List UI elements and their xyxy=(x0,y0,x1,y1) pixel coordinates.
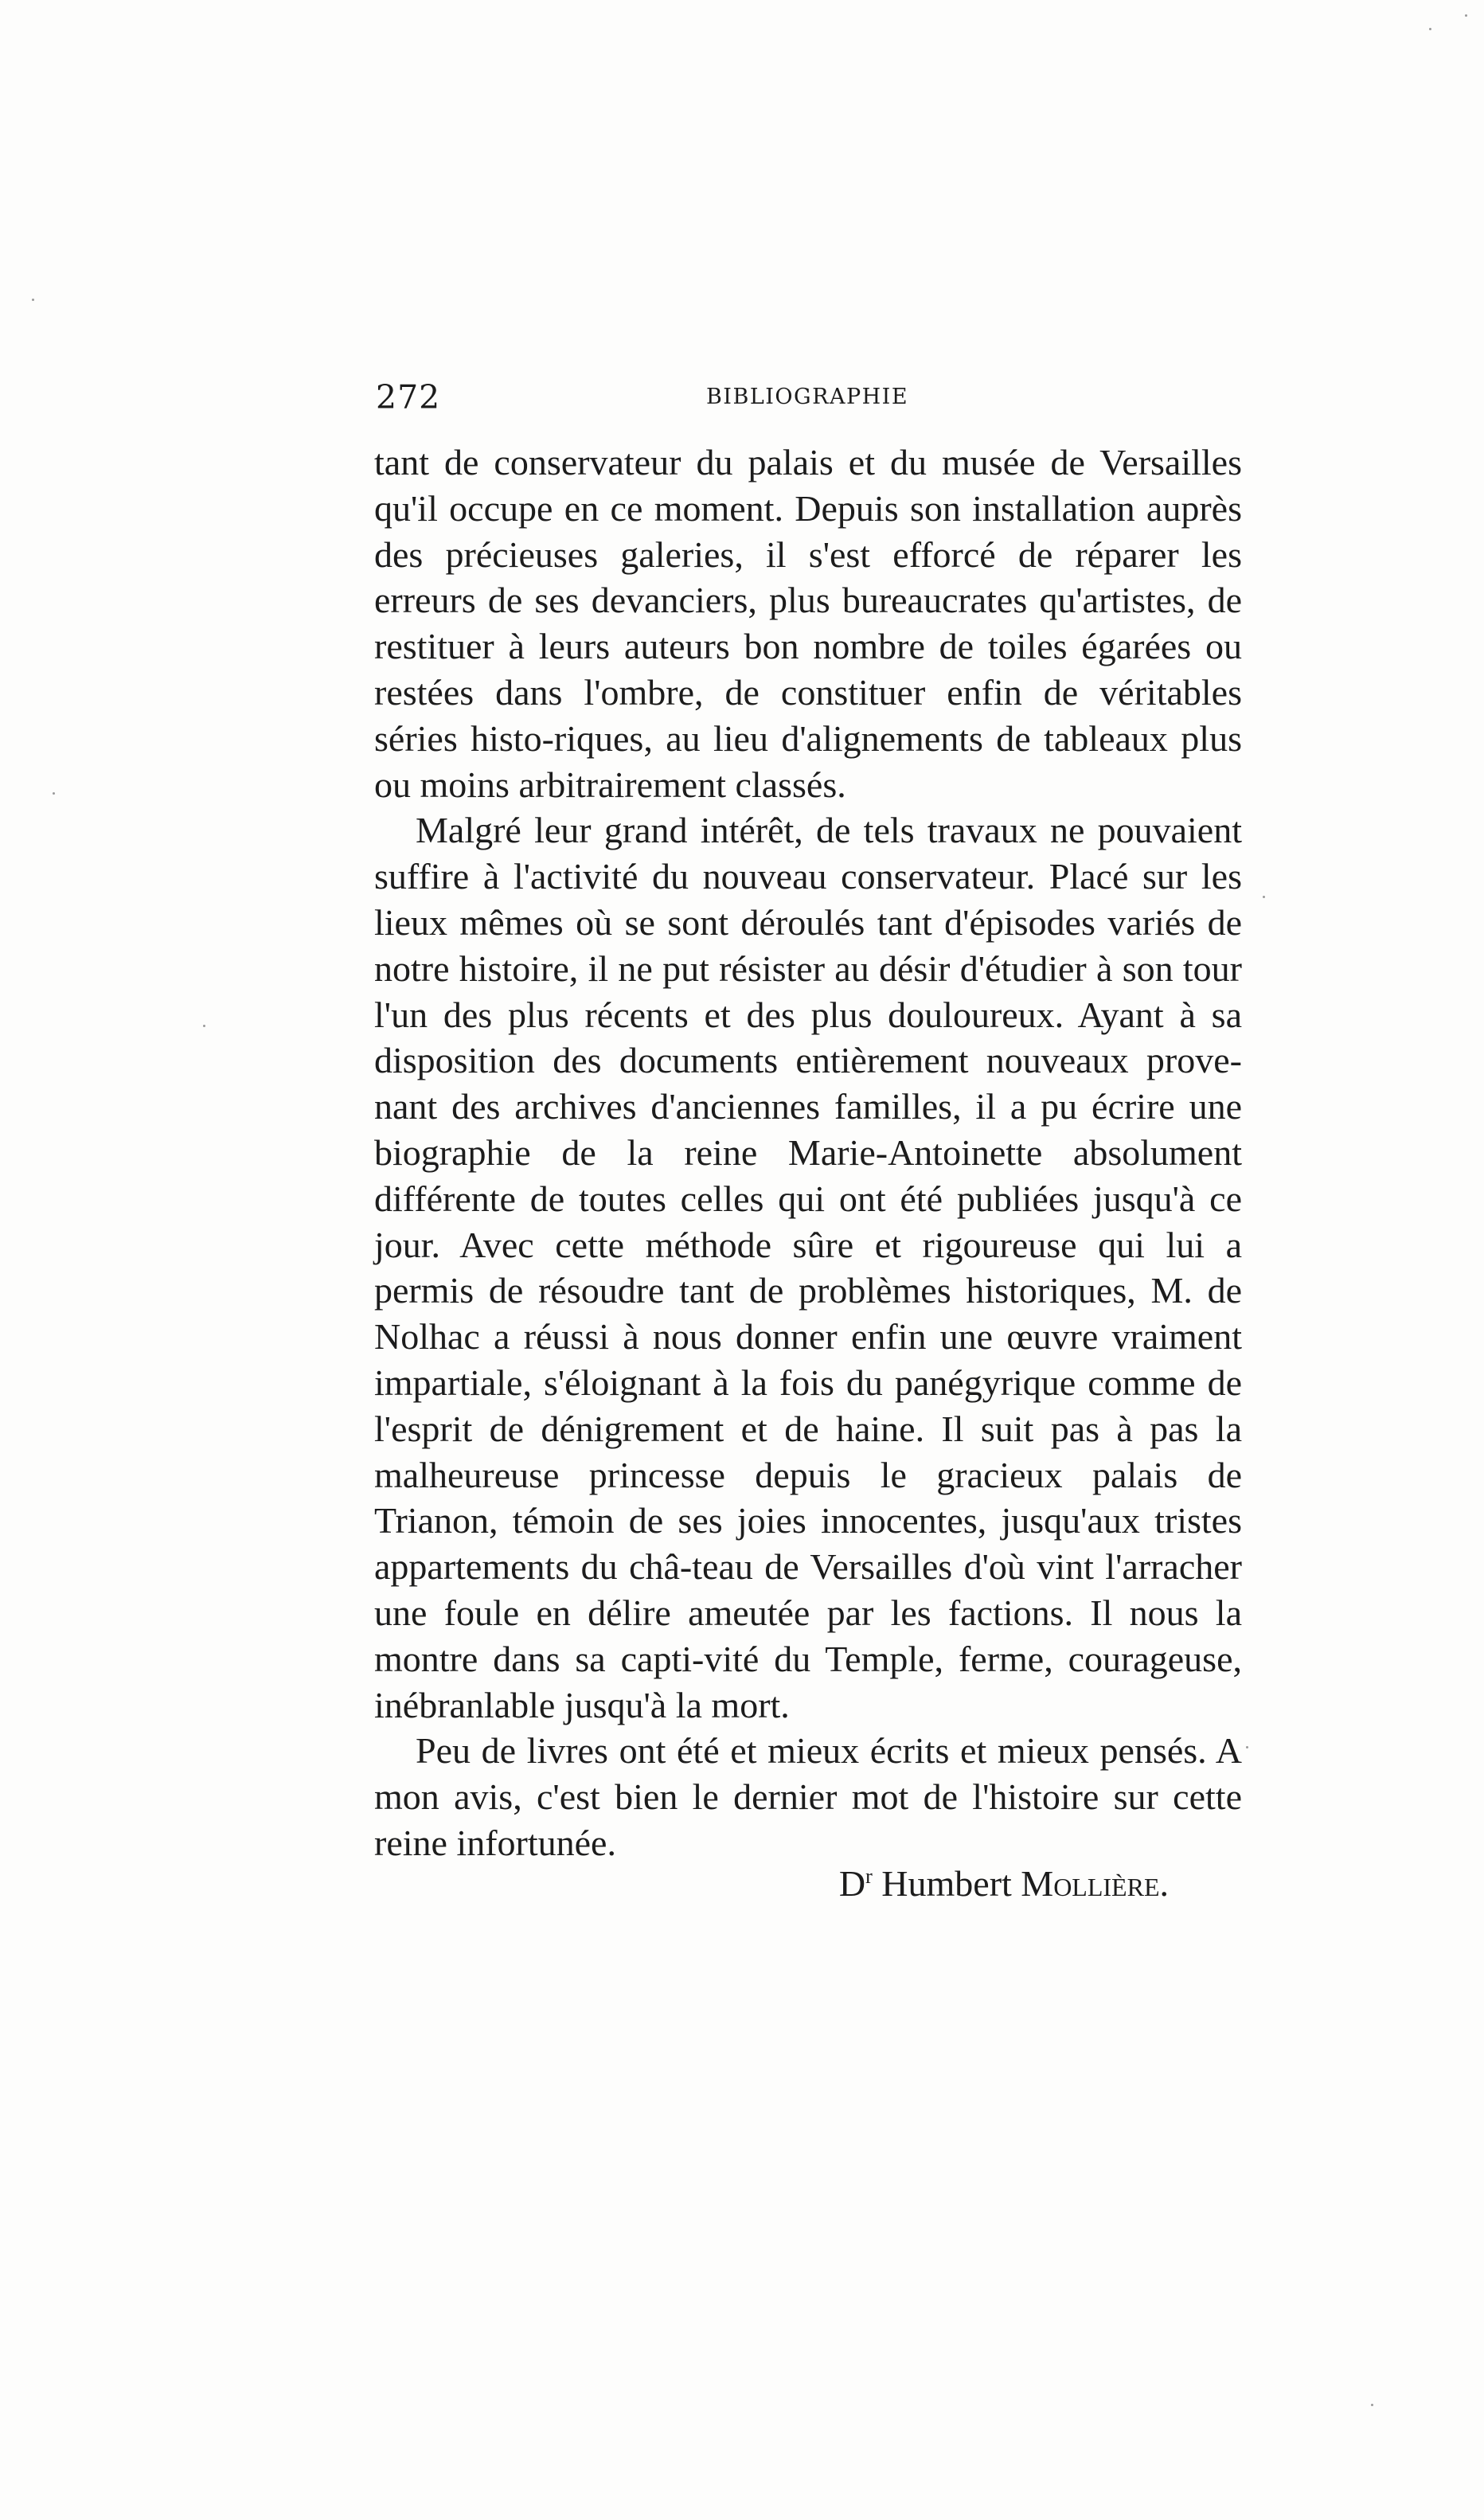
scan-speck xyxy=(203,1025,205,1027)
body-text xyxy=(374,440,1242,1866)
signature-last-name: Mollière. xyxy=(1021,1863,1169,1904)
signature-title-superscript: r xyxy=(865,1865,873,1888)
paragraph: Malgré leur grand intérêt, de tels travaux ne pouvaient suffire à l'activité du nouveau conservateur. Placé sur les lieux mêmes où se sont déroulés tant d'épisodes variés de notre histoire, il ne put résister au désir d'étudier à son tour l'un des plus récents et des plus douloureux. Ayant à sa disposition des documents entièrement nouveaux prove-nant des archives d'anciennes familles, il a pu écrire une biographie de la reine Marie-Antoinette absolument différente de toutes celles qui ont été publiées jusqu'à ce jour. Avec cette méthode sûre et rigoureuse qui lui a permis de résoudre tant de problèmes historiques, M. de Nolhac a réussi à nous donner enfin une œuvre vraiment impartiale, s'éloignant à la fois du panégyrique comme de l'esprit de dénigrement et de haine. Il suit pas à pas la malheureuse princesse depuis le gracieux palais de Trianon, témoin de ses joies innocentes, jusqu'aux tristes appartements du châ-teau de Versailles d'où vint l'arracher une foule en délire ameutée par les factions. Il nous la montre dans sa capti-vité du Temple, ferme, courageuse, inébranlable jusqu'à la mort. xyxy=(374,810,1242,1725)
paragraph-continuation: tant de conservateur du palais et du musée de Versailles qu'il occupe en ce moment. Depuis son installation auprès des précieuses galeries, il s'est efforcé de réparer les erreurs de ses devanciers, plus bureaucrates qu'artistes, de restituer à leurs auteurs bon nombre de toiles égarées ou restées dans l'ombre, de constituer enfin de véritables séries histo-riques, au lieu d'alignements de tableaux plus ou moins arbitrairement classés. xyxy=(374,442,1242,805)
scan-speck xyxy=(32,299,34,301)
page-number: 272 xyxy=(376,378,441,416)
scan-speck xyxy=(1465,14,1467,17)
author-signature xyxy=(374,1862,1242,1905)
paragraph: Peu de livres ont été et mieux écrits et mieux pensés. A mon avis, c'est bien le dernier mot de l'histoire sur cette reine infortunée. xyxy=(374,1730,1242,1863)
running-title: BIBLIOGRAPHIE xyxy=(705,385,909,409)
scan-speck xyxy=(1429,28,1431,30)
signature-title: D xyxy=(838,1863,866,1904)
scan-speck xyxy=(1246,1746,1248,1748)
scan-speck xyxy=(53,792,55,795)
scan-speck xyxy=(1371,2404,1373,2406)
page-header xyxy=(376,378,1239,426)
signature-first-name: Humbert xyxy=(881,1863,1012,1904)
scan-speck xyxy=(1263,896,1265,898)
